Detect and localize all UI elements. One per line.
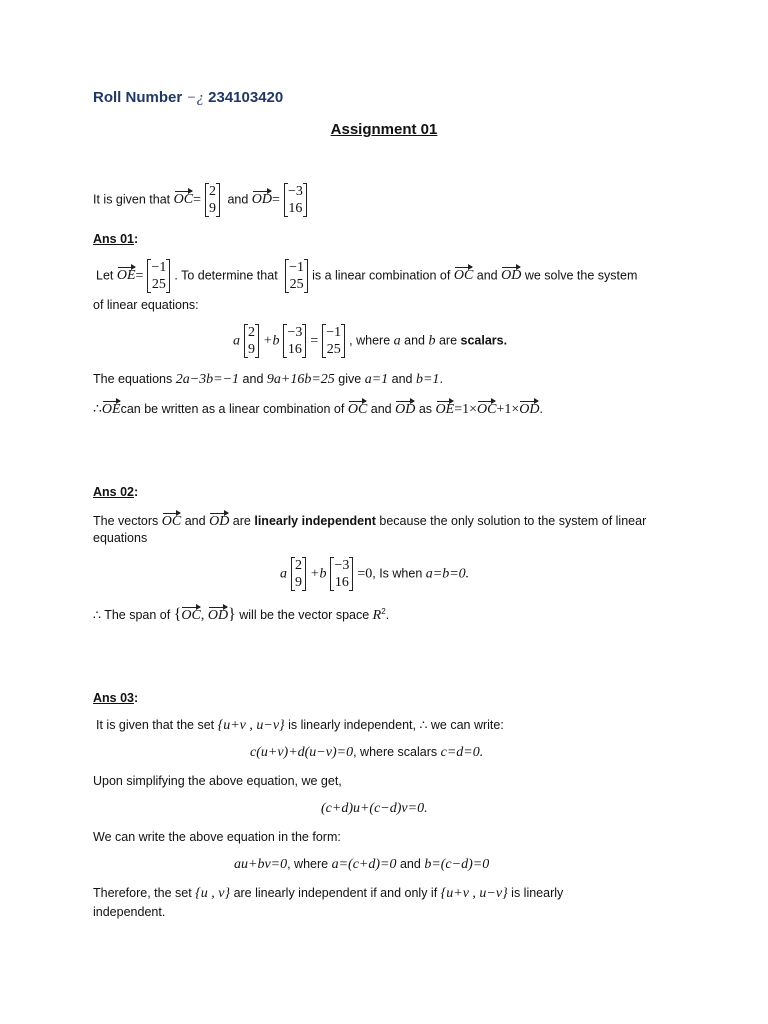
ans3-line1: It is given that the set {u+v , u−v} is linearly independent, ∴ we can write: xyxy=(96,718,504,733)
ans1-conclusion: ∴OEcan be written as a linear combination of OC and OD as OE=1×OC+1×OD. xyxy=(93,399,543,418)
roll-number-line xyxy=(93,89,283,107)
ans2-equation: a 2 9 +b −3 16 =0, Is when a=b=0. xyxy=(280,558,470,590)
given-and: and xyxy=(227,192,249,207)
vector-oe: OE xyxy=(117,265,136,284)
page-title-text: Assignment 01 xyxy=(330,121,438,138)
ans3-eq1: c(u+v)+d(u−v)=0, where scalars c=d=0. xyxy=(250,745,484,760)
ans1-equation: a 2 9 +b −3 16 = −1 25 , where a and b are scalars. xyxy=(233,325,508,357)
ans2-matrix-oc: 2 9 xyxy=(291,557,306,591)
page-title xyxy=(0,121,768,138)
ans3-line8: independent. xyxy=(93,905,166,919)
roll-number-value: 234103420 xyxy=(208,89,284,106)
ans2-matrix-od: −3 16 xyxy=(330,557,353,591)
ans3-line3: Upon simplifying the above equation, we get, xyxy=(93,774,342,788)
ans3-line7: Therefore, the set {u , v} are linearly independent if and only if {u+v , u−v} is linearly xyxy=(93,886,564,901)
eq-matrix-oe: −1 25 xyxy=(322,324,345,358)
ans2-line1: The vectors OC and OD are linearly independent because the only solution to the system of linear xyxy=(93,511,646,530)
matrix-oc: 2 9 xyxy=(205,183,220,217)
ans2-heading: Ans 02: xyxy=(93,485,139,499)
roll-number-label: Roll Number xyxy=(93,89,183,106)
eq-matrix-oc: 2 9 xyxy=(244,324,259,358)
vector-od: OD xyxy=(252,189,272,208)
ans1-line2: of linear equations: xyxy=(93,298,199,312)
matrix-oe: −1 25 xyxy=(147,259,170,293)
matrix-oe-repeat: −1 25 xyxy=(285,259,308,293)
ans3-eq2: (c+d)u+(c−d)v=0. xyxy=(321,801,428,816)
ans3-eq3: au+bv=0, where a=(c+d)=0 and b=(c−d)=0 xyxy=(234,857,490,872)
matrix-od: −3 16 xyxy=(284,183,307,217)
ans3-line5: We can write the above equation in the form: xyxy=(93,830,341,844)
ans1-line1: Let OE= −1 25 . To determine that −1 25 is a linear combination of OC and OD we solve the system xyxy=(96,260,638,292)
ans1-heading: Ans 01: xyxy=(93,232,139,246)
given-statement: It is given that OC= 2 9 and OD= −3 16 xyxy=(93,183,311,217)
ans2-span-line: ∴ The span of {OC, OD} will be the vector space $R^2$. xyxy=(93,606,390,623)
roll-number-separator: −¿ xyxy=(186,90,204,106)
ans3-heading: Ans 03: xyxy=(93,691,139,705)
eq-matrix-od: −3 16 xyxy=(283,324,306,358)
ans1-equations-line: The equations 2a−3b=−1 and 9a+16b=25 give a=1 and b=1. xyxy=(93,372,443,387)
vector-oc: OC xyxy=(174,189,193,208)
ans2-line2: equations xyxy=(93,531,148,545)
given-prefix: It is given that xyxy=(93,192,171,207)
